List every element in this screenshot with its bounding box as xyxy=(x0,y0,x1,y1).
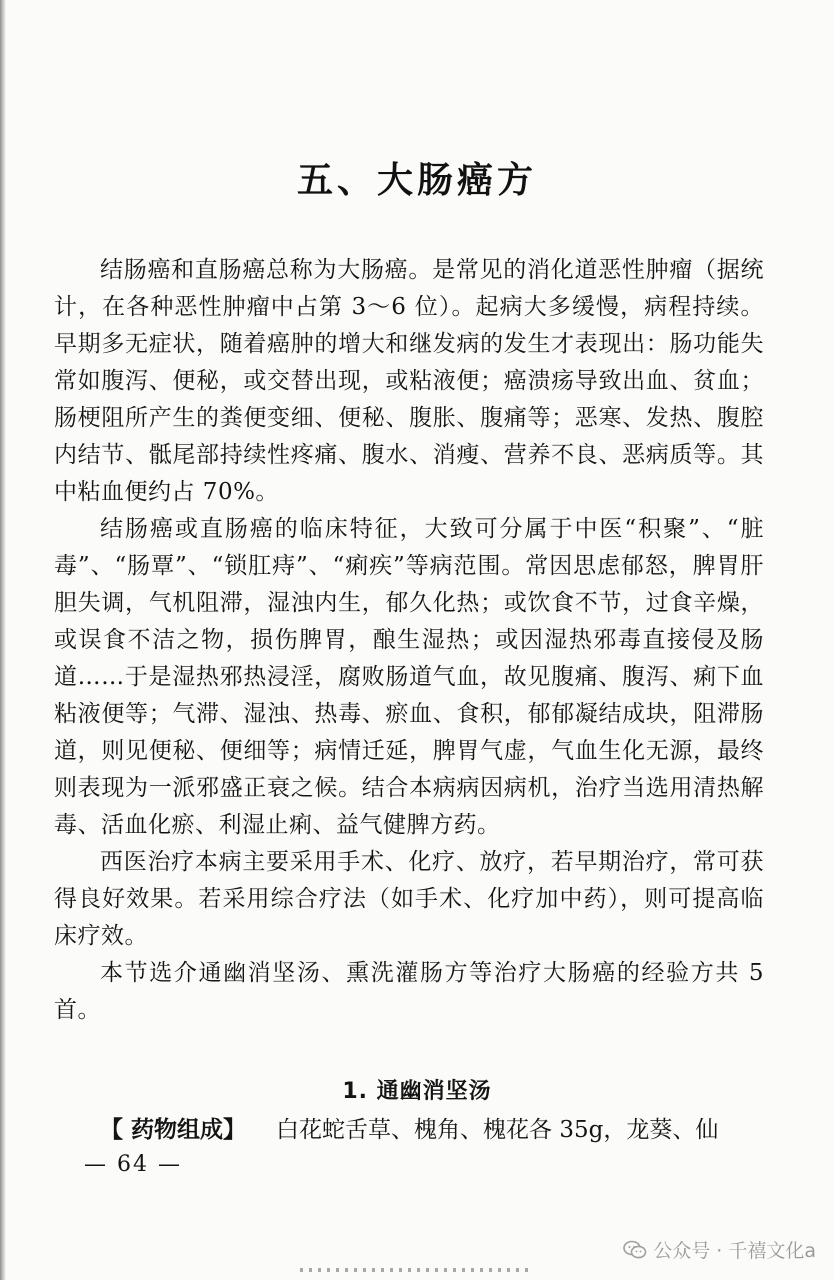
ingredients-label: 【 药物组成】 xyxy=(100,1117,247,1143)
watermark-text: 公众号 · 千禧文化a xyxy=(653,1240,816,1262)
wechat-icon xyxy=(623,1240,647,1260)
paragraph-4: 本节选介通幽消坚汤、熏洗灌肠方等治疗大肠癌的经验方共 5 首。 xyxy=(54,960,764,1023)
paragraph-3: 西医治疗本病主要采用手术、化疗、放疗，若早期治疗，常可获得良好效果。若采用综合疗法（如手术、化疗加中药），则可提高临床疗效。 xyxy=(54,849,764,949)
ingredients-line xyxy=(100,1112,780,1149)
paragraph-2: 结肠癌或直肠癌的临床特征，大致可分属于中医“积聚”、“脏毒”、“肠覃”、“锁肛痔”、“痢疾”等病范围。常因思虑郁怒，脾胃肝胆失调，气机阻滞，湿浊内生，郁久化热；或饮食不节，过食辛燥，或误食不洁之物，损伤脾胃，酿生湿热；或因湿热邪毒直接侵及肠道……于是湿热邪热浸淫，腐败肠道气血，故见腹痛、腹泻、痢下血粘液便等；气滞、湿浊、热毒、瘀血、食积，郁郁凝结成块，阻滞肠道，则见便秘、便细等；病情迁延，脾胃气虚，气血生化无源，最终则表现为一派邪盛正衰之候。结合本病病因病机，治疗当选用清热解毒、活血化瘀、利湿止痢、益气健脾方药。 xyxy=(54,516,764,838)
body-text xyxy=(54,252,764,1029)
ingredients-text: 白花蛇舌草、槐角、槐花各 35g，龙葵、仙 xyxy=(276,1117,719,1143)
page-number: — 64 — xyxy=(84,1152,182,1177)
scan-artifact xyxy=(300,1268,530,1272)
section-heading: 1. 通幽消坚汤 xyxy=(342,1079,492,1104)
paragraph-1: 结肠癌和直肠癌总称为大肠癌。是常见的消化道恶性肿瘤（据统计，在各种恶性肿瘤中占第 3～6 位）。起病大多缓慢，病程持续。早期多无症状，随着癌肿的增大和继发病的发生才表现出：肠功能失常如腹泻、便秘，或交替出现，或粘液便；癌溃疡导致出血、贫血；肠梗阻所产生的粪便变细、便秘、腹胀、腹痛等；恶寒、发热、腹腔内结节、骶尾部持续性疼痛、腹水、消瘦、营养不良、恶病质等。其中粘血便约占 70%。 xyxy=(54,257,764,505)
watermark xyxy=(623,1236,816,1263)
page-title: 五、大肠癌方 xyxy=(296,160,537,201)
